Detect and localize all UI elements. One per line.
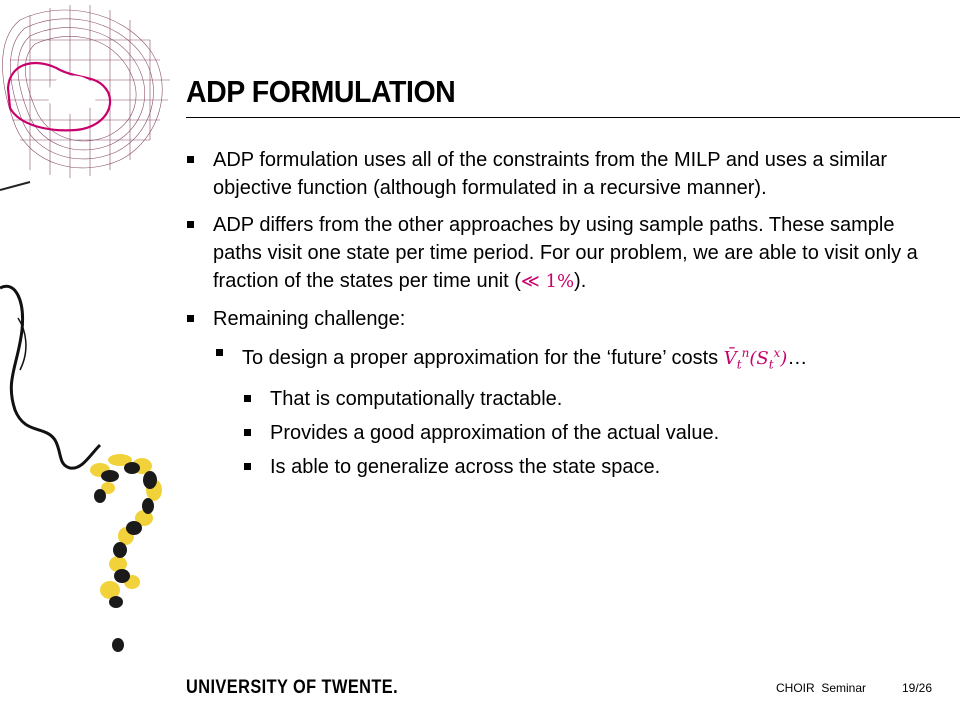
bullet-square-icon [244, 429, 251, 436]
math-fraction: ≪ 1% [520, 271, 575, 292]
sub-bullet-item [215, 339, 936, 379]
bullet-text: Provides a good approximation of the actual value. [270, 421, 720, 444]
bullet-item [186, 305, 936, 333]
bullet-item [186, 211, 936, 296]
math-future-cost: $V̄_t^n(S_t^x)$ [723, 346, 788, 372]
math-s-sub: t [768, 357, 774, 372]
title-divider [186, 117, 960, 118]
bullet-text: ADP formulation uses all of the constraints from the MILP and uses a similar objective function (although formulated in a recursive manner). [213, 149, 888, 199]
sub-sub-bullet-item [243, 453, 936, 481]
page-number: 19/26 [902, 681, 933, 695]
math-v-sup: n [741, 346, 750, 360]
footer-event: CHOIR Seminar [776, 681, 867, 695]
bullet-text: Remaining challenge: [213, 308, 406, 330]
bullet-text: To design a proper approximation for the ‘future’ costs [242, 347, 724, 369]
slide-body [186, 146, 936, 487]
math-v: V̄ [723, 348, 737, 369]
bullet-text: ADP differs from the other approaches by using sample paths. These sample paths visit one state per time period. For our problem, we are able to visit only a fraction of the states per time unit ( [213, 214, 918, 292]
sub-sub-bullet-item [243, 419, 936, 447]
bullet-square-icon [244, 395, 251, 402]
bullet-text-end: … [787, 347, 808, 369]
bullet-item [186, 146, 936, 202]
bullet-text: Is able to generalize across the state space. [270, 455, 661, 478]
bullet-square-icon [187, 221, 194, 228]
bullet-text-end: ). [574, 270, 587, 292]
math-s-sup: x [773, 346, 781, 360]
decorative-question-mark-graphic [80, 440, 180, 660]
math-v-sub: t [736, 357, 742, 372]
bullet-text: That is computationally tractable. [270, 387, 563, 410]
university-logo: UNIVERSITY OF TWENTE. [186, 677, 399, 698]
bullet-square-icon [244, 463, 251, 470]
bullet-square-icon [187, 315, 194, 322]
math-s: S [756, 348, 769, 369]
decorative-mesh-graphic [0, 0, 180, 200]
bullet-square-icon [187, 156, 194, 163]
bullet-square-icon [216, 349, 223, 356]
slide-title: ADP FORMULATION [186, 74, 456, 109]
sub-sub-bullet-item [243, 385, 936, 413]
